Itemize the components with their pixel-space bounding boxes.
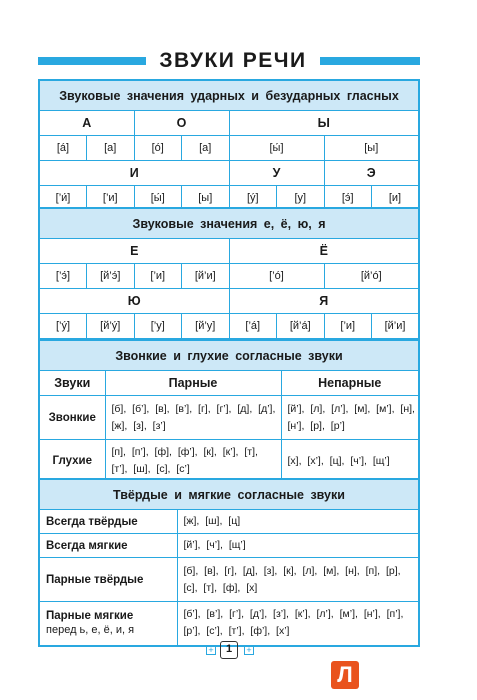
sound-cell: [а] xyxy=(87,136,135,161)
logo-letter: Л xyxy=(337,662,353,687)
sound-cell: [й’ó] xyxy=(324,264,419,289)
title-bar-left xyxy=(38,57,146,65)
sound-cell: [’и] xyxy=(134,264,182,289)
letter-e: Э xyxy=(324,161,419,186)
page-title: ЗВУКИ РЕЧИ xyxy=(159,49,307,72)
sound-cell: [й’и] xyxy=(372,314,420,340)
sound-cell: [ы́] xyxy=(229,136,324,161)
sound-cell: [э́] xyxy=(324,186,372,212)
letter-u: У xyxy=(229,161,324,186)
voiceless-unpaired-list: [х], [х’], [ц], [ч’], [щ’] xyxy=(281,440,419,484)
sound-cell: [’ó] xyxy=(229,264,324,289)
sound-cell: [ы́] xyxy=(134,186,182,212)
voiced-header: Звонкие и глухие согласные звуки xyxy=(39,340,419,371)
sound-cell: [’и] xyxy=(324,314,372,340)
sound-cell: [у] xyxy=(277,186,325,212)
sound-cell: [’и́] xyxy=(39,186,87,212)
voiced-table xyxy=(38,339,420,485)
sound-cell: [ý] xyxy=(229,186,277,212)
letter-yo: Ё xyxy=(229,239,419,264)
publisher-logo xyxy=(331,661,359,689)
title-row xyxy=(38,48,420,76)
hardsoft-table xyxy=(38,478,420,647)
sound-cell: [á] xyxy=(39,136,87,161)
sound-cell: [’э́] xyxy=(39,264,87,289)
voiced-unpaired-list: [й’], [л], [л’], [м], [м’], [н], [н’], [р], [р’] xyxy=(281,396,419,440)
paired-soft-label: Парные мягкие xyxy=(46,610,134,623)
iotated-header: Звуковые значения е, ё, ю, я xyxy=(39,208,419,239)
prev-page-icon[interactable]: + xyxy=(206,645,216,655)
vowels-header: Звуковые значения ударных и безударных гласных xyxy=(39,80,419,111)
row-label-always-hard: Всегда твёрдые xyxy=(39,510,177,534)
sound-cell: [ы] xyxy=(324,136,419,161)
iotated-table xyxy=(38,207,420,340)
paired-soft-list: [б’], [в’], [г’], [д’], [з’], [к’], [л’], [м’], [н’], [п’], [р’], [с’], [т’], [ф’], [х’] xyxy=(177,602,419,646)
sound-cell: [и] xyxy=(372,186,420,212)
sound-cell: [й’и] xyxy=(182,264,230,289)
col-header-paired: Парные xyxy=(105,371,281,396)
sound-cell: [’у] xyxy=(134,314,182,340)
voiced-paired-list: [б], [б’], [в], [в’], [г], [г’], [д], [д’], [ж], [з], [з’] xyxy=(105,396,281,440)
always-hard-list: [ж], [ш], [ц] xyxy=(177,510,419,534)
sound-cell: [’ý] xyxy=(39,314,87,340)
sound-cell: [’и] xyxy=(87,186,135,212)
letter-ya: Я xyxy=(229,289,419,314)
letter-ye: Е xyxy=(39,239,229,264)
paired-soft-note: перед ь, е, ё, и, я xyxy=(46,624,135,637)
row-label-voiceless: Глухие xyxy=(39,440,105,484)
sound-cell: [а] xyxy=(182,136,230,161)
vowels-table xyxy=(38,79,420,212)
always-soft-list: [й’], [ч’], [щ’] xyxy=(177,534,419,558)
next-page-icon[interactable]: + xyxy=(244,645,254,655)
page-footer xyxy=(0,640,477,660)
letter-o: О xyxy=(134,111,229,136)
row-label-voiced: Звонкие xyxy=(39,396,105,440)
page-number: 1 xyxy=(220,641,238,659)
letter-a: А xyxy=(39,111,134,136)
hardsoft-header: Твёрдые и мягкие согласные звуки xyxy=(39,479,419,510)
letter-yu: Ю xyxy=(39,289,229,314)
voiceless-paired-list: [п], [п’], [ф], [ф’], [к], [к’], [т], [т’], [ш], [с], [с’] xyxy=(105,440,281,484)
sound-cell: [й’á] xyxy=(277,314,325,340)
row-label-paired-soft xyxy=(39,602,177,646)
letter-i: И xyxy=(39,161,229,186)
letter-y: Ы xyxy=(229,111,419,136)
title-bar-right xyxy=(320,57,420,65)
sound-cell: [’á] xyxy=(229,314,277,340)
col-header-sounds: Звуки xyxy=(39,371,105,396)
sound-cell: [й’э́] xyxy=(87,264,135,289)
sound-cell: [й’ý] xyxy=(87,314,135,340)
sound-cell: [ы] xyxy=(182,186,230,212)
paired-hard-list: [б], [в], [г], [д], [з], [к], [л], [м], [н], [п], [р], [с], [т], [ф], [х] xyxy=(177,558,419,602)
sound-cell: [ó] xyxy=(134,136,182,161)
row-label-paired-hard: Парные твёрдые xyxy=(39,558,177,602)
row-label-always-soft: Всегда мягкие xyxy=(39,534,177,558)
col-header-unpaired: Непарные xyxy=(281,371,419,396)
sound-cell: [й’у] xyxy=(182,314,230,340)
